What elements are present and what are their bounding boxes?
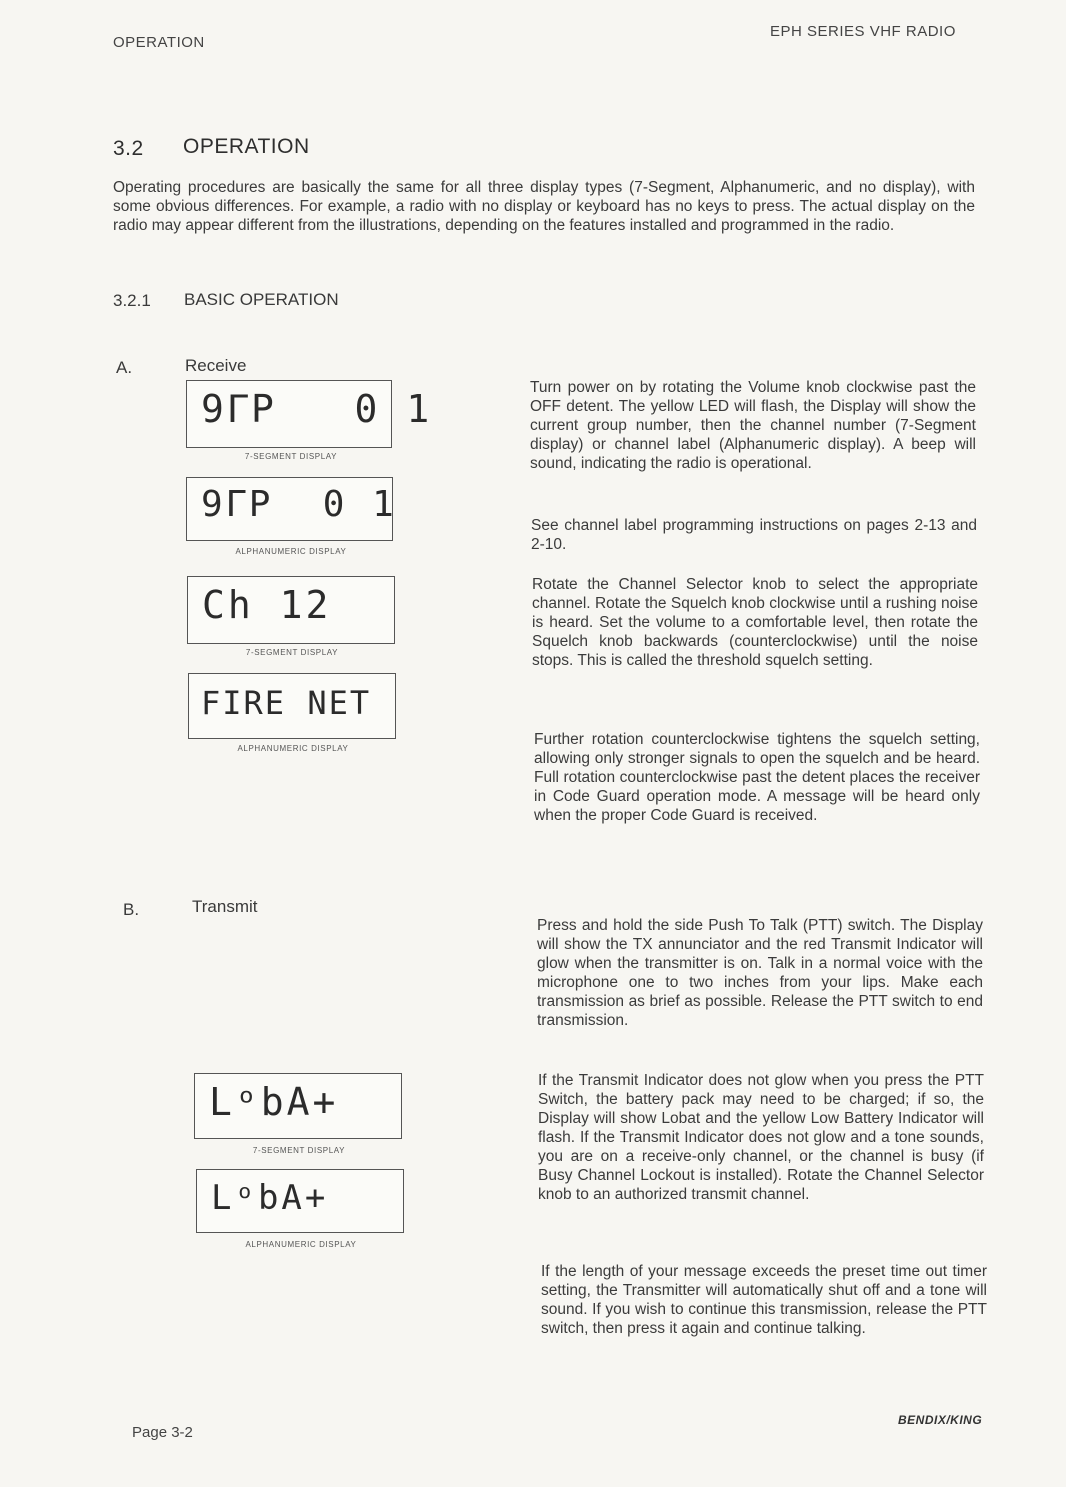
lcd-readout: 9ᒥP 0 1 (201, 387, 433, 431)
receive-paragraph-1: Turn power on by rotating the Volume knob clockwise past the OFF detent. The yellow LED will flash, the Display will show the current group number, then the channel number (7-Segment display) or channel label (Alphanumeric display). A beep will sound, indicating the radio is operational. (530, 379, 976, 472)
page-number: Page 3-2 (132, 1424, 193, 1441)
display-caption: ALPHANUMERIC DISPLAY (235, 547, 347, 556)
receive-display-7seg-channel (187, 576, 395, 644)
receive-display-alpha-label (188, 673, 396, 739)
transmit-display-alpha-lobat (196, 1169, 404, 1233)
lcd-readout: 9ᒥP 0 1 (201, 484, 397, 525)
section-number: 3.2 (113, 137, 144, 160)
lcd-readout: FIRE NET (201, 684, 372, 722)
running-header-left: OPERATION (113, 34, 205, 51)
transmit-letter: B. (123, 900, 140, 919)
transmit-display-7seg-lobat (194, 1073, 402, 1139)
lcd-readout: LᵒbA+ (209, 1080, 339, 1124)
section-intro: Operating procedures are basically the same for all three display types (7-Segment, Alphanumeric, and no display), with some obvious differences. For example, a radio with no display or keyboard has no keys to press. The actual display on the radio may appear different from the illustrations, depending on the features installed and programmed in the radio. (113, 179, 975, 234)
transmit-title: Transmit (192, 897, 258, 916)
transmit-paragraph-2: If the Transmit Indicator does not glow when you press the PTT Switch, the battery pack may need to be charged; if so, the Display will show Lobat and the yellow Low Battery Indicator will flash. If the Transmit Indicator does not glow and a tone sounds, you are on a receive-only channel, or the channel is busy (if Busy Channel Lockout is installed). Rotate the Channel Selector knob to an authorized transmit channel. (538, 1072, 984, 1203)
display-caption: 7-SEGMENT DISPLAY (244, 452, 338, 461)
brand-logo: BENDIX/KING (898, 1413, 983, 1427)
transmit-paragraph-1: Press and hold the side Push To Talk (PTT) switch. The Display will show the TX annunciator and the red Transmit Indicator will glow when the transmitter is on. Talk in a normal voice with the microphone one to two inches from your lips. Make each transmission as brief as possible. Release the PTT switch to end transmission. (537, 917, 983, 1029)
display-caption: ALPHANUMERIC DISPLAY (237, 744, 349, 753)
lcd-readout: LᵒbA+ (211, 1178, 329, 1218)
lcd-readout: Ch 12 (202, 583, 332, 627)
receive-display-alpha-group (186, 477, 397, 541)
running-header-right: EPH SERIES VHF RADIO (770, 23, 956, 40)
section-title: OPERATION (183, 135, 310, 158)
transmit-paragraph-3: If the length of your message exceeds the preset time out timer setting, the Transmitter will automatically shut off and a tone will sound. If you wish to continue this transmission, release the PTT switch, then press it again and continue talking. (541, 1263, 987, 1337)
subsection-number: 3.2.1 (113, 291, 151, 310)
receive-paragraph-4: Further rotation counterclockwise tightens the squelch setting, allowing only stronger signals to open the squelch and be heard. Full rotation counterclockwise past the detent places the receiver in Code Guard operation mode. A message will be heard only when the proper Code Guard is received. (534, 731, 980, 824)
receive-paragraph-3: Rotate the Channel Selector knob to select the appropriate channel. Rotate the Squelch knob clockwise until a rushing noise is heard. Set the volume to a comfortable level, then rotate the Squelch knob backwards (counterclockwise) until the noise stops. This is called the threshold squelch setting. (532, 576, 978, 669)
subsection-title: BASIC OPERATION (184, 290, 339, 309)
receive-display-7seg-group (186, 380, 433, 448)
display-caption: 7-SEGMENT DISPLAY (252, 1146, 346, 1155)
display-caption: ALPHANUMERIC DISPLAY (245, 1240, 357, 1249)
receive-letter: A. (116, 358, 133, 377)
display-caption: 7-SEGMENT DISPLAY (245, 648, 339, 657)
receive-paragraph-2: See channel label programming instructions on pages 2-13 and 2-10. (531, 517, 977, 553)
receive-title: Receive (185, 356, 247, 375)
